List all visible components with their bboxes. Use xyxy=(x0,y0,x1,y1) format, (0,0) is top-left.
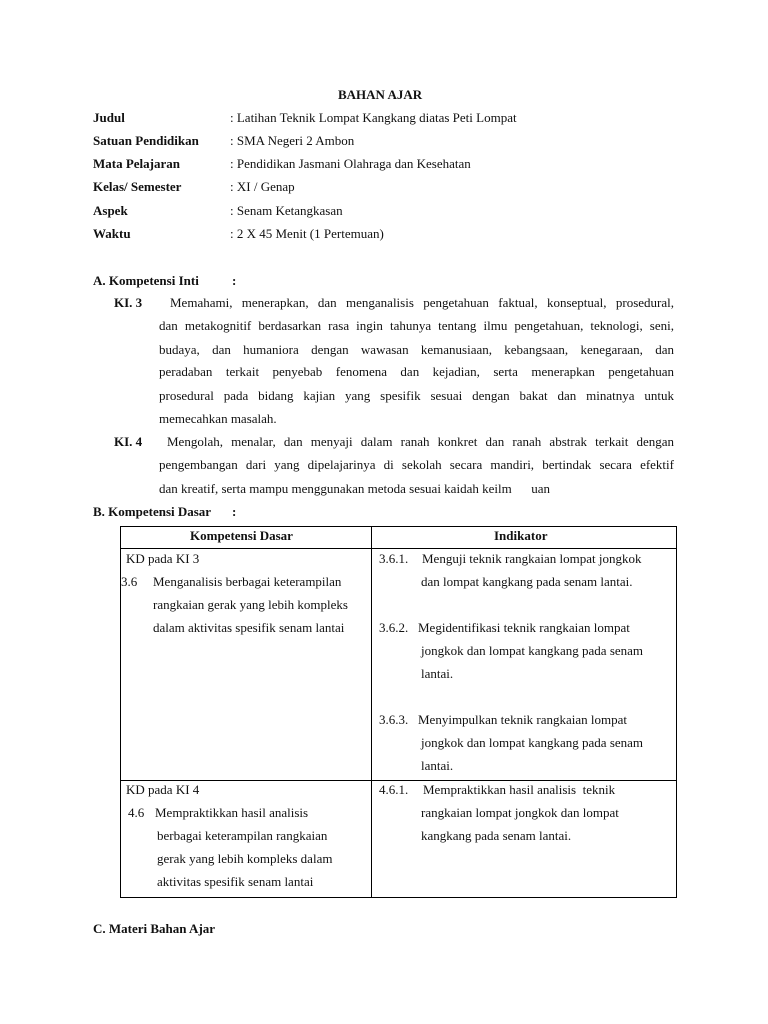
ki4-line-3: dan kreatif, serta mampu menggunakan metoda sesuai kaidah keilm uan xyxy=(159,481,550,496)
ind-361-line-2: dan lompat kangkang pada senam lantai. xyxy=(421,574,633,589)
meta-label-kelas: Kelas/ Semester xyxy=(93,179,182,194)
table-header-indikator: Indikator xyxy=(494,528,548,543)
meta-label-waktu: Waktu xyxy=(93,226,131,241)
ki4-line-1: Mengolah, menalar, dan menyaji dalam ranah konkret dan ranah abstrak terkait dengan xyxy=(167,434,674,449)
ki3-line-3: budaya, dan humaniora dengan wawasan kemanusiaan, kebangsaan, kenegaraan, dan xyxy=(159,342,674,357)
ind-361-number: 3.6.1. xyxy=(379,551,409,566)
meta-label-aspek: Aspek xyxy=(93,203,128,218)
table-header-kd: Kompetensi Dasar xyxy=(190,528,293,543)
ind-362-line-2: jongkok dan lompat kangkang pada senam xyxy=(421,643,644,658)
kd4-line-2: berbagai keterampilan rangkaian xyxy=(157,828,328,843)
meta-value-satuan: : SMA Negeri 2 Ambon xyxy=(230,133,355,148)
meta-label-judul: Judul xyxy=(93,110,125,125)
kd4-title: KD pada KI 4 xyxy=(126,782,200,797)
ki3-line-4: peradaban terkait penyebab fenomena dan kejadian, serta menerapkan pengetahuan xyxy=(159,364,674,379)
ind-362-line-1: Megidentifikasi teknik rangkaian lompat xyxy=(418,620,630,635)
ki3-label: KI. 3 xyxy=(114,295,143,310)
ind-362-line-3: lantai. xyxy=(421,666,454,681)
ind-461-line-2: rangkaian lompat jongkok dan lompat xyxy=(421,805,619,820)
ind-363-line-1: Menyimpulkan teknik rangkaian lompat xyxy=(418,712,628,727)
kd4-number: 4.6 xyxy=(128,805,145,820)
ki4-label: KI. 4 xyxy=(114,434,143,449)
kd4-line-1: Mempraktikkan hasil analisis xyxy=(155,805,309,820)
ind-461-line-1: Mempraktikkan hasil analisis teknik xyxy=(423,782,616,797)
ind-363-line-3: lantai. xyxy=(421,758,454,773)
meta-value-waktu: : 2 X 45 Menit (1 Pertemuan) xyxy=(230,226,384,241)
meta-label-mapel: Mata Pelajaran xyxy=(93,156,181,171)
section-a-heading: A. Kompetensi Inti xyxy=(93,273,199,288)
meta-value-kelas: : XI / Genap xyxy=(230,179,295,194)
ind-461-line-3: kangkang pada senam lantai. xyxy=(421,828,572,843)
meta-value-aspek: : Senam Ketangkasan xyxy=(230,203,343,218)
kd3-line-3: dalam aktivitas spesifik senam lantai xyxy=(153,620,345,635)
section-c-heading: C. Materi Bahan Ajar xyxy=(93,921,216,936)
ki3-line-1: Memahami, menerapkan, dan menganalisis pengetahuan faktual, konseptual, prosedural, xyxy=(170,295,674,310)
kd4-line-3: gerak yang lebih kompleks dalam xyxy=(157,851,333,866)
kd3-title: KD pada KI 3 xyxy=(126,551,200,566)
ind-362-number: 3.6.2. xyxy=(379,620,409,635)
ind-363-line-2: jongkok dan lompat kangkang pada senam xyxy=(421,735,644,750)
table-header-divider xyxy=(120,548,677,549)
kd3-number: 3.6 xyxy=(121,574,138,589)
ind-361-line-1: Menguji teknik rangkaian lompat jongkok xyxy=(422,551,642,566)
ki3-line-5: prosedural pada bidang kajian yang spesifik sesuai dengan bakat dan minatnya untuk xyxy=(159,388,674,403)
kd4-line-4: aktivitas spesifik senam lantai xyxy=(157,874,314,889)
meta-value-mapel: : Pendidikan Jasmani Olahraga dan Kesehatan xyxy=(230,156,471,171)
meta-label-satuan: Satuan Pendidikan xyxy=(93,133,199,148)
meta-value-judul: : Latihan Teknik Lompat Kangkang diatas Peti Lompat xyxy=(230,110,517,125)
ind-461-number: 4.6.1. xyxy=(379,782,409,797)
section-b-heading: B. Kompetensi Dasar xyxy=(93,504,212,519)
table-row-divider xyxy=(120,780,677,781)
ki4-line-2: pengembangan dari yang dipelajarinya di sekolah secara mandiri, bertindak secara efektif xyxy=(159,457,674,472)
section-b-colon: : xyxy=(232,504,237,519)
table-column-divider xyxy=(371,526,372,898)
ind-363-number: 3.6.3. xyxy=(379,712,409,727)
kd3-line-2: rangkaian gerak yang lebih kompleks xyxy=(153,597,348,612)
kd3-line-1: Menganalisis berbagai keterampilan xyxy=(153,574,342,589)
document-title: BAHAN AJAR xyxy=(338,87,423,102)
ki3-line-2: dan metakognitif berdasarkan rasa ingin tahunya tentang ilmu pengetahuan, teknologi, seni, xyxy=(159,318,674,333)
ki3-line-6: memecahkan masalah. xyxy=(159,411,277,426)
section-a-colon: : xyxy=(232,273,237,288)
